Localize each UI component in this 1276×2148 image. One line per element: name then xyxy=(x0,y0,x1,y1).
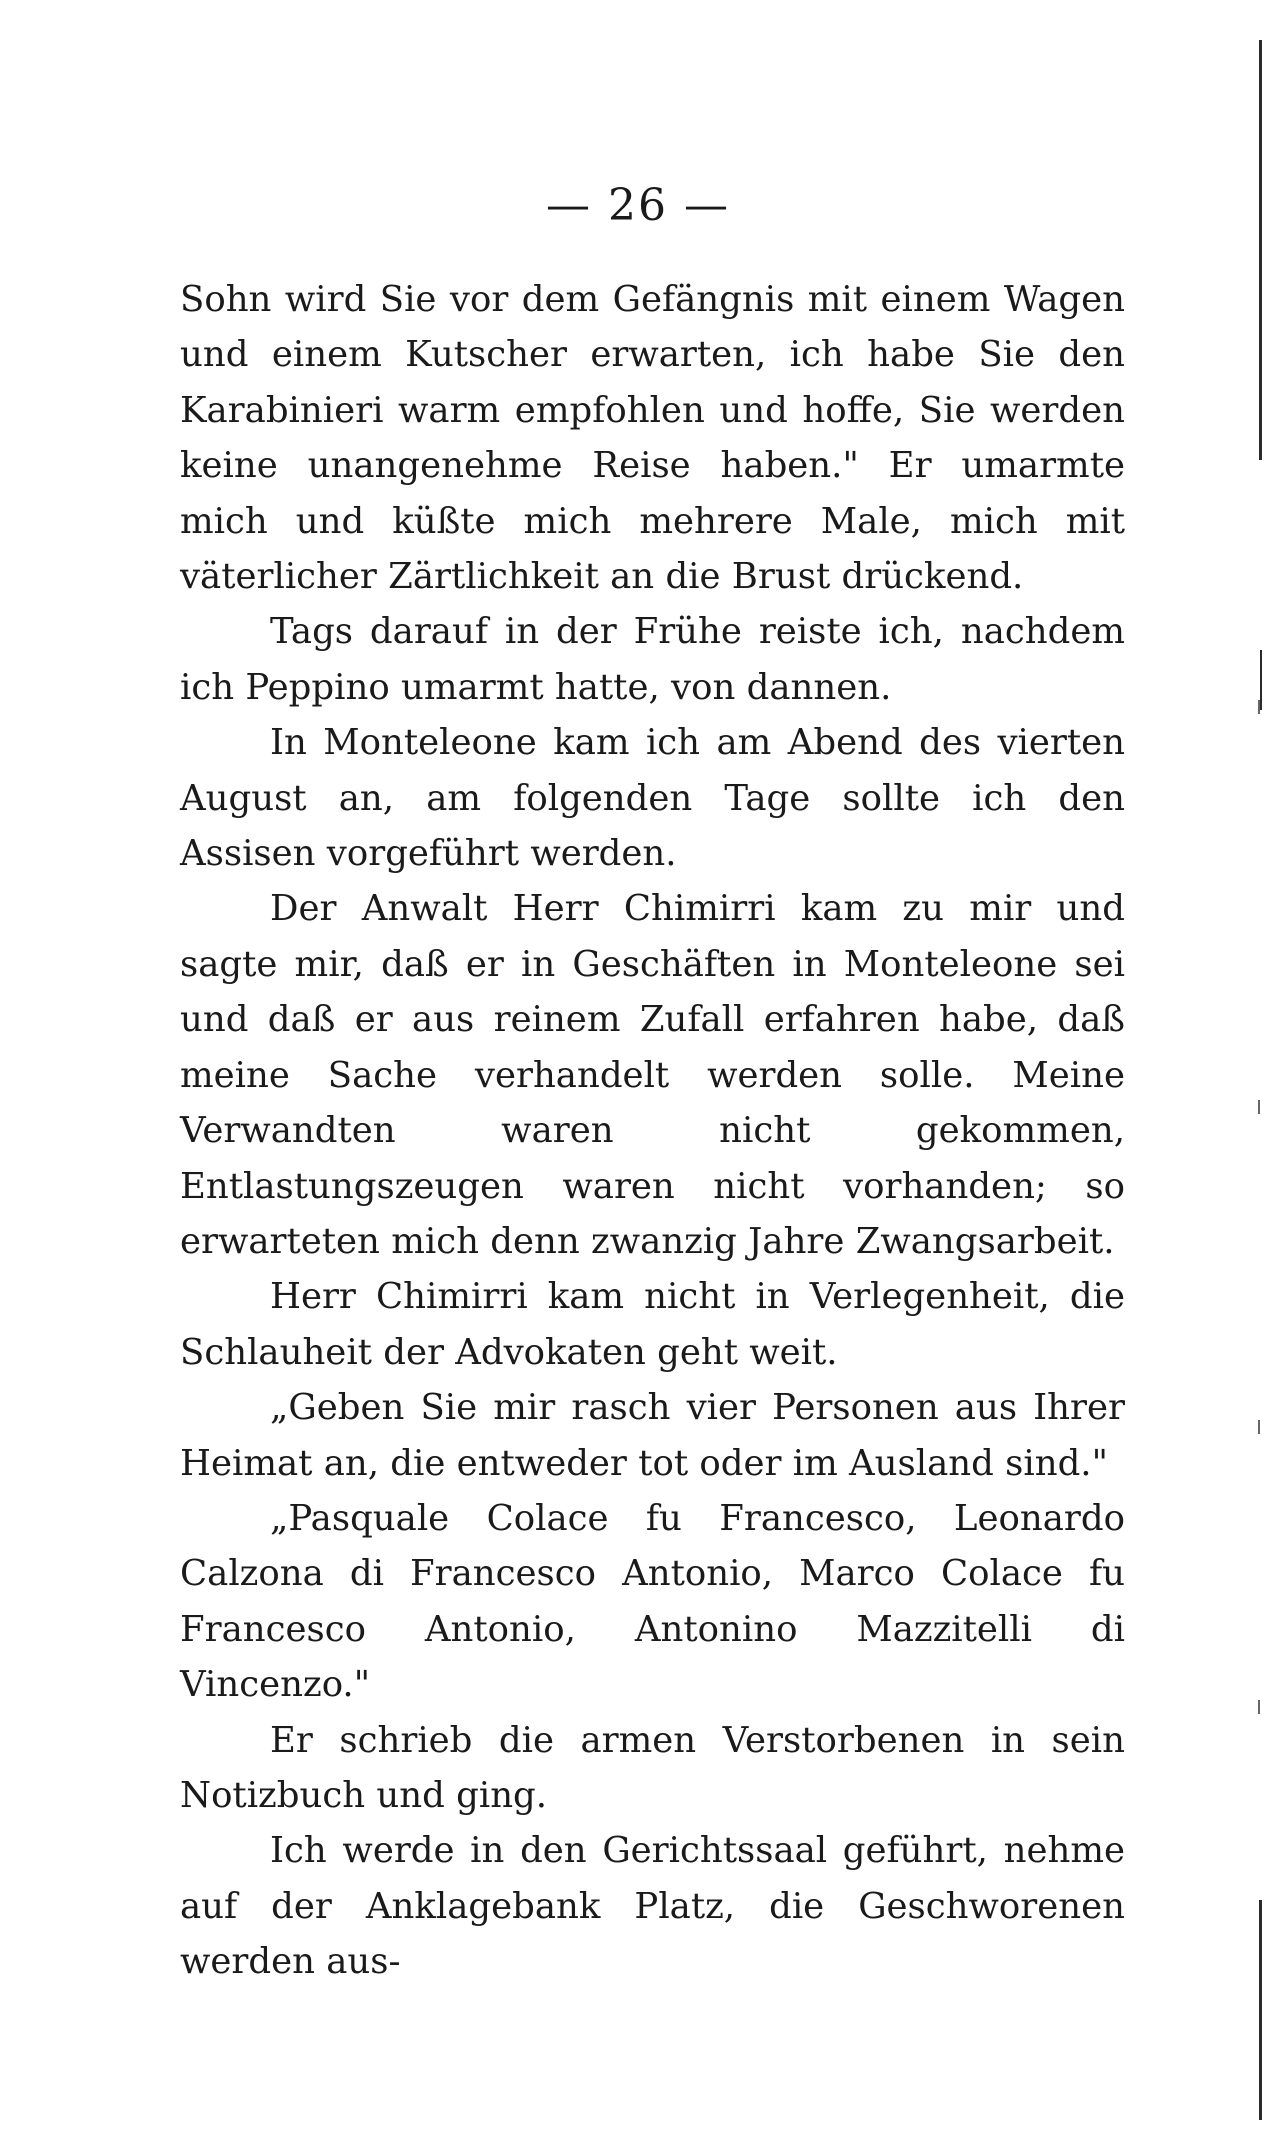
page-edge-mark xyxy=(1260,650,1262,710)
page-edge-dash xyxy=(1258,1100,1260,1114)
paragraph: Der Anwalt Herr Chimirri kam zu mir und sagte mir, daß er in Geschäften in Monteleone sei und daß er aus reinem Zufall erfahren habe, daß meine Sache verhandelt werden solle. Meine Verwandten waren nicht gekommen, Entlastungszeugen waren nicht vorhanden; so erwarteten mich denn zwanzig Jahre Zwangsarbeit. xyxy=(180,888,1125,1262)
page-edge-dash xyxy=(1258,1420,1260,1434)
page-edge-dash xyxy=(1258,700,1260,714)
paragraph: In Monteleone kam ich am Abend des vierten August an, am folgenden Tage sollte ich den Assisen vorgeführt werden. xyxy=(180,722,1125,875)
paragraph: Ich werde in den Gerichtssaal geführt, nehme auf der Anklagebank Platz, die Geschworenen werden aus- xyxy=(180,1830,1125,1983)
paragraph: Er schrieb die armen Verstorbenen in sein Notizbuch und ging. xyxy=(180,1719,1125,1816)
paragraph: „Pasquale Colace fu Francesco, Leonardo Calzona di Francesco Antonio, Marco Colace fu Francesco Antonio, Antonino Mazzitelli di Vincenzo." xyxy=(180,1497,1125,1706)
body-text xyxy=(180,272,1125,1990)
paragraph: Herr Chimirri kam nicht in Verlegenheit, die Schlauheit der Advokaten geht weit. xyxy=(180,1276,1125,1373)
page-edge-mark xyxy=(1259,40,1262,460)
page-edge-dash xyxy=(1258,1700,1260,1714)
paragraph: Sohn wird Sie vor dem Gefängnis mit einem Wagen und einem Kutscher erwarten, ich habe Sie den Karabinieri warm empfohlen und hoffe, Sie werden keine unangenehme Reise haben." Er umarmte mich und küßte mich mehrere Male, mich mit väterlicher Zärtlichkeit an die Brust drückend. xyxy=(180,279,1125,598)
paragraph: Tags darauf in der Frühe reiste ich, nachdem ich Peppino umarmt hatte, von dannen. xyxy=(180,611,1125,708)
page-edge-mark xyxy=(1259,1900,1262,2120)
page-number: — 26 — xyxy=(546,180,730,231)
paragraph: „Geben Sie mir rasch vier Personen aus Ihrer Heimat an, die entweder tot oder im Ausland sind." xyxy=(180,1387,1125,1484)
